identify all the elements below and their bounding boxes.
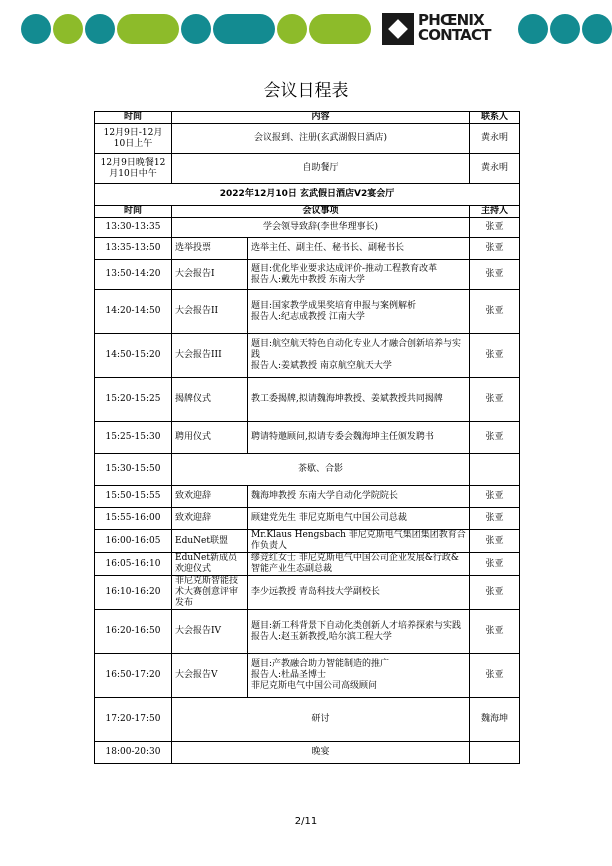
header-content: 内容 [172, 112, 470, 124]
agenda-host: 张亚 [470, 508, 520, 530]
section-title: 2022年12月10日 玄武假日酒店V2宴会厅 [95, 184, 520, 206]
agenda-row [95, 260, 520, 290]
brand-dot [181, 14, 211, 44]
agenda-host [470, 742, 520, 764]
logo-mark-icon [382, 13, 414, 45]
agenda-description-line: 报告人:戴先中教授 东南大学 [251, 274, 365, 285]
brand-dot [277, 14, 307, 44]
agenda-description-line: 选举主任、副主任、秘书长、副秘书长 [251, 243, 405, 253]
agenda-category: 致欢迎辞 [172, 508, 248, 530]
agenda-host: 张亚 [470, 576, 520, 610]
page-number: 2/11 [294, 816, 318, 827]
agenda-time: 15:20-15:25 [95, 378, 172, 422]
agenda-description-line: 报告人:赵玉新教授,哈尔滨工程大学 [251, 631, 392, 642]
brand-dot [117, 14, 179, 44]
agenda-row [95, 530, 520, 553]
agenda-description [248, 378, 470, 422]
agenda-description: 茶歇、合影 [172, 454, 470, 486]
agenda-description [248, 334, 470, 378]
agenda-description-line: 题目:产教融合助力智能制造的推广 [251, 659, 390, 669]
agenda-row [95, 576, 520, 610]
agenda-category: 大会报告I [172, 260, 248, 290]
agenda-host: 张亚 [470, 610, 520, 654]
agenda-time: 16:00-16:05 [95, 530, 172, 553]
agenda-description-line: 李少远教授 青岛科技大学副校长 [251, 587, 380, 597]
agenda-row [95, 742, 520, 764]
section-row [95, 184, 520, 206]
agenda-time: 15:30-15:50 [95, 454, 172, 486]
agenda-row [95, 698, 520, 742]
agenda-host [470, 454, 520, 486]
agenda-category: 大会报告III [172, 334, 248, 378]
agenda-description [248, 610, 470, 654]
brand-dot [309, 14, 371, 44]
agenda-category: 聘用仪式 [172, 422, 248, 454]
prelim-content: 会议报到、注册(玄武湖假日酒店) [172, 124, 470, 154]
agenda-description [248, 654, 470, 698]
phoenix-contact-logo [382, 13, 510, 45]
agenda-row [95, 454, 520, 486]
agenda-host: 魏海坤 [470, 698, 520, 742]
header-row [95, 112, 520, 124]
agenda-time: 16:10-16:20 [95, 576, 172, 610]
agenda-description-line: 题目:新工科背景下自动化类创新人才培养探索与实践 [251, 620, 462, 631]
header-host: 主持人 [470, 206, 520, 218]
agenda-host: 张亚 [470, 422, 520, 454]
prelim-row [95, 124, 520, 154]
agenda-time: 13:35-13:50 [95, 238, 172, 260]
agenda-time: 16:05-16:10 [95, 553, 172, 576]
agenda-host: 张亚 [470, 290, 520, 334]
agenda-description: 晚宴 [172, 742, 470, 764]
agenda-host: 张亚 [470, 486, 520, 508]
agenda-row [95, 422, 520, 454]
agenda-description [248, 422, 470, 454]
agenda-time: 15:50-15:55 [95, 486, 172, 508]
agenda-row [95, 553, 520, 576]
agenda-description-line: 题目:航空航天特色自动化专业人才融合创新培养与实践 [251, 339, 462, 360]
agenda-category: 大会报告IV [172, 610, 248, 654]
agenda-category: 揭牌仪式 [172, 378, 248, 422]
agenda-host: 张亚 [470, 218, 520, 238]
header-time: 时间 [95, 206, 172, 218]
agenda-description [248, 260, 470, 290]
agenda-category: EduNet联盟 [172, 530, 248, 553]
agenda-host: 张亚 [470, 334, 520, 378]
agenda-time: 15:25-15:30 [95, 422, 172, 454]
header-contact: 联系人 [470, 112, 520, 124]
header-time: 时间 [95, 112, 172, 124]
brand-dot [85, 14, 115, 44]
brand-dot [582, 14, 612, 44]
brand-dot [550, 14, 580, 44]
agenda-row [95, 486, 520, 508]
agenda-category: EduNet新成员欢迎仪式 [172, 553, 248, 576]
agenda-description-line: 报告人:杜晶圣博士 [251, 670, 327, 680]
agenda-description-line: 题目:国家教学成果奖培育申报与案例解析 [251, 300, 417, 311]
agenda-description [248, 576, 470, 610]
agenda-category: 选举投票 [172, 238, 248, 260]
brand-dot [213, 14, 275, 44]
agenda-row [95, 290, 520, 334]
agenda-row [95, 508, 520, 530]
agenda-time: 13:30-13:35 [95, 218, 172, 238]
agenda-host: 张亚 [470, 553, 520, 576]
agenda-description [248, 290, 470, 334]
agenda-category: 菲尼克斯智能技术大赛创意评审发布 [172, 576, 248, 610]
prelim-contact: 黄永明 [470, 154, 520, 184]
logo-line-1: PHŒNIX [418, 11, 484, 29]
agenda-description [248, 508, 470, 530]
prelim-time: 12月9日-12月10日上午 [95, 124, 172, 154]
agenda-time: 16:50-17:20 [95, 654, 172, 698]
agenda-time: 18:00-20:30 [95, 742, 172, 764]
agenda-description-line: Mr.Klaus Hengsbach 菲尼克斯电气集团集团教育合作负责人 [251, 530, 466, 551]
agenda-description [248, 238, 470, 260]
agenda-description: 学会领导致辞(李世华理事长) [172, 218, 470, 238]
agenda-description-line: 报告人:姜斌教授 南京航空航天大学 [251, 361, 392, 371]
agenda-description-line: 聘请特邀顾问,拟请专委会魏海坤主任颁发聘书 [251, 432, 434, 442]
agenda-host: 张亚 [470, 530, 520, 553]
agenda-description: 研讨 [172, 698, 470, 742]
logo-text [418, 13, 491, 43]
brand-dot [53, 14, 83, 44]
brand-dot [21, 14, 51, 44]
page-title: 会议日程表 [263, 81, 349, 101]
agenda-host: 张亚 [470, 654, 520, 698]
agenda-category: 大会报告II [172, 290, 248, 334]
agenda-description [248, 553, 470, 576]
agenda-host: 张亚 [470, 260, 520, 290]
header-row [95, 206, 520, 218]
agenda-row [95, 378, 520, 422]
agenda-description-line: 菲尼克斯电气中国公司高级顾问 [251, 681, 378, 691]
agenda-description-line: 报告人:纪志成教授 江南大学 [251, 311, 365, 322]
prelim-content: 自助餐厅 [172, 154, 470, 184]
agenda-table [94, 111, 520, 764]
agenda-row [95, 238, 520, 260]
agenda-host: 张亚 [470, 238, 520, 260]
agenda-time: 16:20-16:50 [95, 610, 172, 654]
agenda-description-line: 题目:优化毕业要求达成评价-推动工程教育改革 [251, 263, 438, 274]
agenda-time: 15:55-16:00 [95, 508, 172, 530]
agenda-time: 14:20-14:50 [95, 290, 172, 334]
agenda-description [248, 486, 470, 508]
agenda-description-line: 缪竞红女士 菲尼克斯电气中国公司企业发展&行政&智能产业生态副总裁 [251, 553, 459, 574]
agenda-description-line: 顾建党先生 菲尼克斯电气中国公司总裁 [251, 513, 407, 523]
header-item: 会议事项 [172, 206, 470, 218]
agenda-description [248, 530, 470, 553]
agenda-time: 17:20-17:50 [95, 698, 172, 742]
agenda-row [95, 610, 520, 654]
agenda-category: 大会报告V [172, 654, 248, 698]
agenda-time: 14:50-15:20 [95, 334, 172, 378]
prelim-contact: 黄永明 [470, 124, 520, 154]
agenda-category: 致欢迎辞 [172, 486, 248, 508]
agenda-row [95, 218, 520, 238]
brand-dot [518, 14, 548, 44]
agenda-row [95, 654, 520, 698]
agenda-time: 13:50-14:20 [95, 260, 172, 290]
agenda-description-line: 魏海坤教授 东南大学自动化学院院长 [251, 491, 398, 501]
prelim-time: 12月9日晚餐12月10日中午 [95, 154, 172, 184]
logo-line-2: CONTACT [418, 26, 491, 44]
prelim-row [95, 154, 520, 184]
agenda-host: 张亚 [470, 378, 520, 422]
agenda-description-line: 教工委揭牌,拟请魏海坤教授、姜斌教授共同揭牌 [251, 394, 443, 404]
agenda-row [95, 334, 520, 378]
